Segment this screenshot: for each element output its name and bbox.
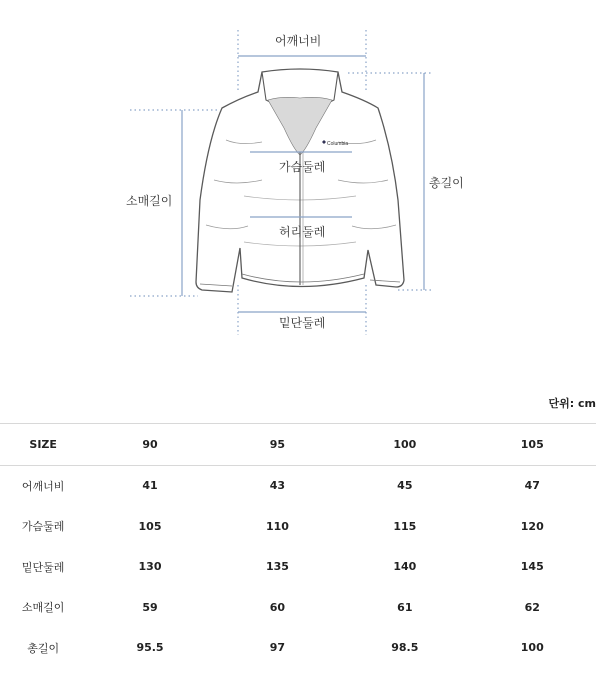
table-cell: 62	[524, 600, 540, 614]
length-label: 총길이	[426, 175, 467, 191]
sleeve-label: 소매길이	[123, 193, 175, 209]
row-label: 총길이	[27, 641, 60, 655]
chest-label: 가슴둘레	[279, 160, 326, 174]
header-90: 90	[86, 424, 213, 466]
table-cell: 135	[265, 560, 289, 574]
table-cell: 98.5	[391, 641, 419, 655]
table-row	[0, 547, 596, 588]
table-cell: 47	[524, 479, 540, 493]
row-label: 밑단둘레	[21, 560, 65, 574]
table-cell: 140	[393, 560, 417, 574]
table-row	[0, 465, 596, 506]
table-header-row	[0, 424, 596, 466]
table-cell: 130	[138, 560, 162, 574]
brand-text: Columbia	[327, 141, 349, 147]
hem-label: 밑단둘레	[276, 315, 328, 331]
shoulder-label: 어깨너비	[272, 33, 324, 49]
table-cell: 105	[138, 519, 162, 533]
table-cell: 100	[520, 641, 544, 655]
table-cell: 43	[269, 479, 286, 493]
table-cell: 59	[142, 600, 158, 614]
table-cell: 61	[397, 600, 413, 614]
table-cell: 60	[269, 600, 286, 614]
row-label: 어깨너비	[21, 479, 65, 493]
size-table	[0, 423, 596, 668]
table-cell: 41	[142, 479, 158, 493]
header-100: 100	[341, 424, 468, 466]
table-cell: 95.5	[136, 641, 164, 655]
unit-label: 단위: cm	[548, 397, 596, 410]
table-cell: 110	[265, 519, 289, 533]
header-105: 105	[469, 424, 596, 466]
header-size: SIZE	[0, 424, 86, 466]
table-row	[0, 506, 596, 547]
row-label: 가슴둘레	[21, 520, 65, 534]
brand-logo	[322, 140, 326, 144]
table-row	[0, 628, 596, 669]
table-cell: 145	[520, 560, 544, 574]
table-cell: 120	[520, 519, 544, 533]
header-95: 95	[214, 424, 341, 466]
table-row	[0, 587, 596, 628]
table-cell: 97	[269, 641, 286, 655]
table-cell: 45	[397, 479, 413, 493]
table-cell: 115	[393, 519, 417, 533]
row-label: 소매길이	[21, 601, 65, 615]
waist-label: 허리둘레	[279, 225, 326, 239]
